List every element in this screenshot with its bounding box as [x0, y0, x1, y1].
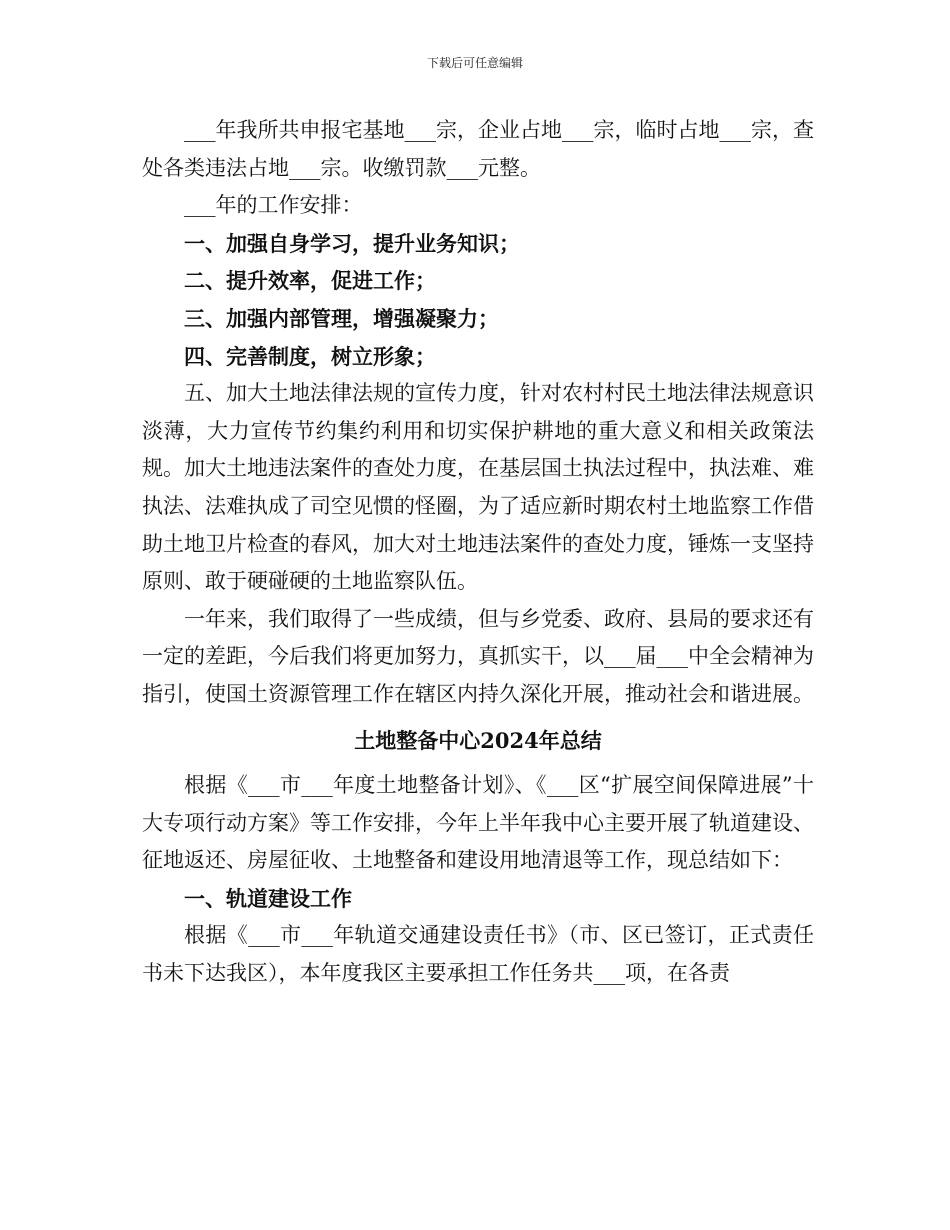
- section-heading-rail: 一、轨道建设工作: [184, 885, 352, 911]
- paragraph-rail-construction: 根据《___市___年轨道交通建设责任书》（市、区已签订，正式责任书未下达我区），本年度我区主要承担工作任务共___项，在各责: [142, 923, 814, 986]
- paragraph-statistics: ___年我所共申报宅基地___宗，企业占地___宗，临时占地___宗，查处各类违法占地___宗。收缴罚款___元整。: [142, 118, 814, 180]
- plan-item-4: 四、完善制度，树立形象；: [184, 343, 436, 369]
- paragraph-conclusion: 一年来，我们取得了一些成绩，但与乡党委、政府、县局的要求还有一定的差距，今后我们将更加努力，真抓实干，以___届___中全会精神为指引，使国土资源管理工作在辖区内持久深化开展，推动社会和谐进展。: [142, 606, 814, 706]
- section-title: 土地整备中心2024年总结: [354, 727, 602, 753]
- document-body: [142, 112, 814, 993]
- plan-item-5: 五、加大土地法律法规的宣传力度，针对农村村民土地法律法规意识淡薄，大力宣传节约集约利用和切实保护耕地的重大意义和相关政策法规。加大土地违法案件的查处力度，在基层国土执法过程中，执法难、难执法、法难执成了司空见惯的怪圈，为了适应新时期农村土地监察工作借助土地卫片检查的春风，加大对土地违法案件的查处力度，锤炼一支坚持原则、敢于硬碰硬的土地监察队伍。: [142, 381, 814, 594]
- plan-item-2: 二、提升效率，促进工作；: [184, 268, 436, 294]
- paragraph-work-plan-intro: ___年的工作安排：: [184, 193, 363, 218]
- paragraph-section-intro: 根据《___市___年度土地整备计划》、《___区“扩展空间保障进展”十大专项行动方案》等工作安排，今年上半年我中心主要开展了轨道建设、征地返还、房屋征收、土地整备和建设用地清退等工作，现总结如下：: [142, 773, 814, 873]
- plan-item-1: 一、加强自身学习，提升业务知识；: [184, 230, 520, 256]
- plan-item-3: 三、加强内部管理，增强凝聚力；: [184, 305, 499, 331]
- page-header: 下载后可任意编辑: [426, 56, 523, 70]
